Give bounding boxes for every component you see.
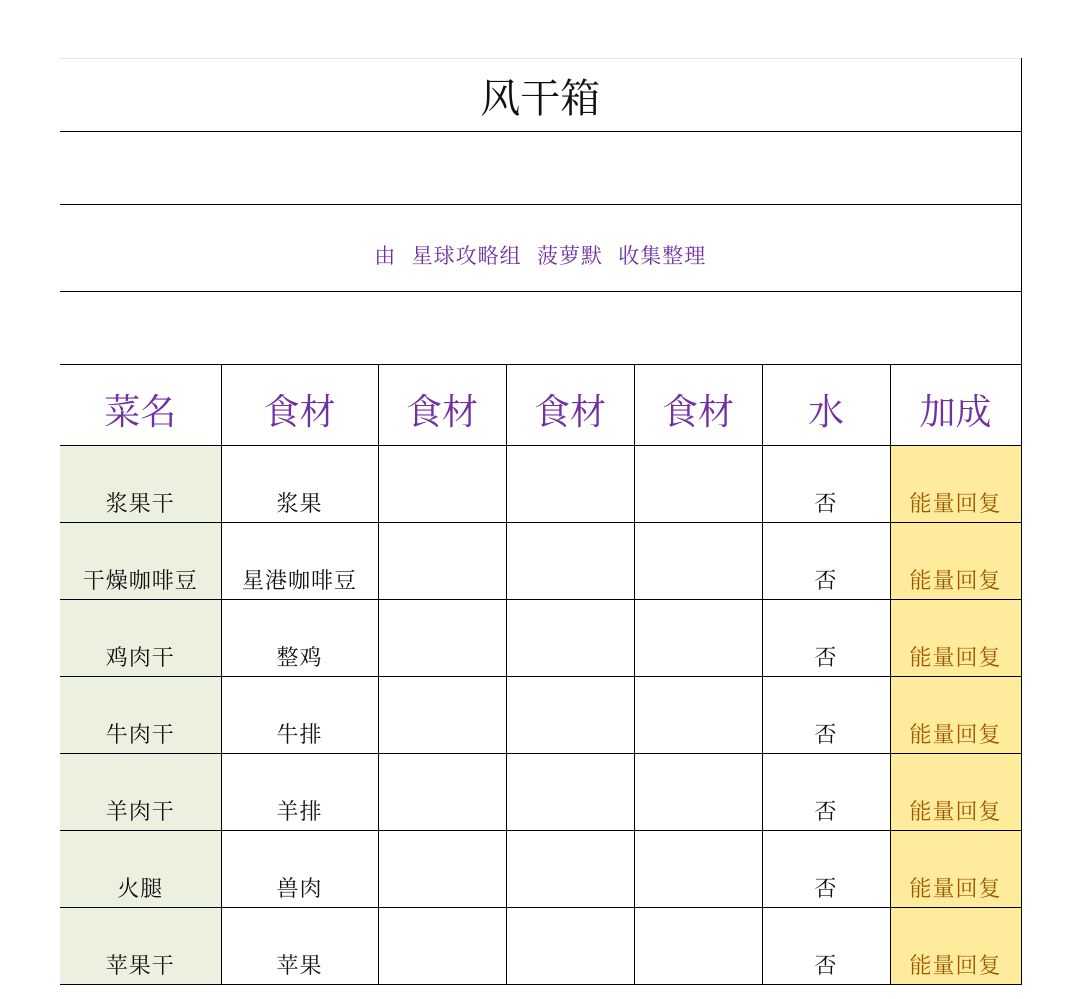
ingredient-cell bbox=[634, 677, 762, 754]
ingredient-cell bbox=[634, 754, 762, 831]
bonus-cell: 能量回复 bbox=[890, 523, 1021, 600]
ingredient-cell bbox=[378, 677, 506, 754]
recipe-table bbox=[60, 58, 1022, 985]
table-row bbox=[60, 908, 1021, 985]
bonus-cell: 能量回复 bbox=[890, 754, 1021, 831]
blank-row bbox=[60, 132, 1021, 205]
header-ingredient-4: 食材 bbox=[634, 365, 762, 446]
table-row bbox=[60, 446, 1021, 523]
table-row bbox=[60, 754, 1021, 831]
water-cell: 否 bbox=[762, 831, 890, 908]
water-cell: 否 bbox=[762, 523, 890, 600]
ingredient-cell bbox=[378, 908, 506, 985]
water-cell: 否 bbox=[762, 754, 890, 831]
bonus-cell: 能量回复 bbox=[890, 600, 1021, 677]
table-row bbox=[60, 523, 1021, 600]
ingredient-cell bbox=[506, 600, 634, 677]
ingredient-cell bbox=[506, 908, 634, 985]
water-cell: 否 bbox=[762, 677, 890, 754]
ingredient-cell: 浆果 bbox=[221, 446, 378, 523]
ingredient-cell bbox=[378, 754, 506, 831]
ingredient-cell bbox=[634, 600, 762, 677]
ingredient-cell: 苹果 bbox=[221, 908, 378, 985]
blank-cell bbox=[60, 292, 1021, 365]
ingredient-cell: 牛排 bbox=[221, 677, 378, 754]
dish-cell: 干燥咖啡豆 bbox=[60, 523, 221, 600]
dish-cell: 火腿 bbox=[60, 831, 221, 908]
header-row bbox=[60, 365, 1021, 446]
dish-cell: 苹果干 bbox=[60, 908, 221, 985]
sheet-title: 风干箱 bbox=[60, 59, 1021, 132]
bonus-cell: 能量回复 bbox=[890, 677, 1021, 754]
blank-cell bbox=[60, 132, 1021, 205]
credit-text: 由 星球攻略组 菠萝默 收集整理 bbox=[60, 205, 1021, 292]
table-row bbox=[60, 677, 1021, 754]
ingredient-cell bbox=[378, 831, 506, 908]
header-dish: 菜名 bbox=[60, 365, 221, 446]
bonus-cell: 能量回复 bbox=[890, 908, 1021, 985]
bonus-cell: 能量回复 bbox=[890, 446, 1021, 523]
ingredient-cell bbox=[378, 600, 506, 677]
ingredient-cell bbox=[506, 831, 634, 908]
ingredient-cell: 羊排 bbox=[221, 754, 378, 831]
ingredient-cell: 整鸡 bbox=[221, 600, 378, 677]
header-bonus: 加成 bbox=[890, 365, 1021, 446]
header-ingredient-3: 食材 bbox=[506, 365, 634, 446]
ingredient-cell: 兽肉 bbox=[221, 831, 378, 908]
bonus-cell: 能量回复 bbox=[890, 831, 1021, 908]
ingredient-cell bbox=[378, 523, 506, 600]
ingredient-cell bbox=[506, 523, 634, 600]
ingredient-cell bbox=[506, 446, 634, 523]
header-ingredient-1: 食材 bbox=[221, 365, 378, 446]
ingredient-cell bbox=[634, 831, 762, 908]
water-cell: 否 bbox=[762, 908, 890, 985]
ingredient-cell bbox=[378, 446, 506, 523]
ingredient-cell bbox=[506, 754, 634, 831]
dish-cell: 羊肉干 bbox=[60, 754, 221, 831]
dish-cell: 牛肉干 bbox=[60, 677, 221, 754]
dish-cell: 鸡肉干 bbox=[60, 600, 221, 677]
header-water: 水 bbox=[762, 365, 890, 446]
header-ingredient-2: 食材 bbox=[378, 365, 506, 446]
water-cell: 否 bbox=[762, 446, 890, 523]
table-row bbox=[60, 600, 1021, 677]
ingredient-cell bbox=[634, 446, 762, 523]
blank-row bbox=[60, 292, 1021, 365]
ingredient-cell bbox=[634, 523, 762, 600]
water-cell: 否 bbox=[762, 600, 890, 677]
title-row bbox=[60, 59, 1021, 132]
credit-row bbox=[60, 205, 1021, 292]
ingredient-cell: 星港咖啡豆 bbox=[221, 523, 378, 600]
dish-cell: 浆果干 bbox=[60, 446, 221, 523]
ingredient-cell bbox=[506, 677, 634, 754]
table-row bbox=[60, 831, 1021, 908]
ingredient-cell bbox=[634, 908, 762, 985]
